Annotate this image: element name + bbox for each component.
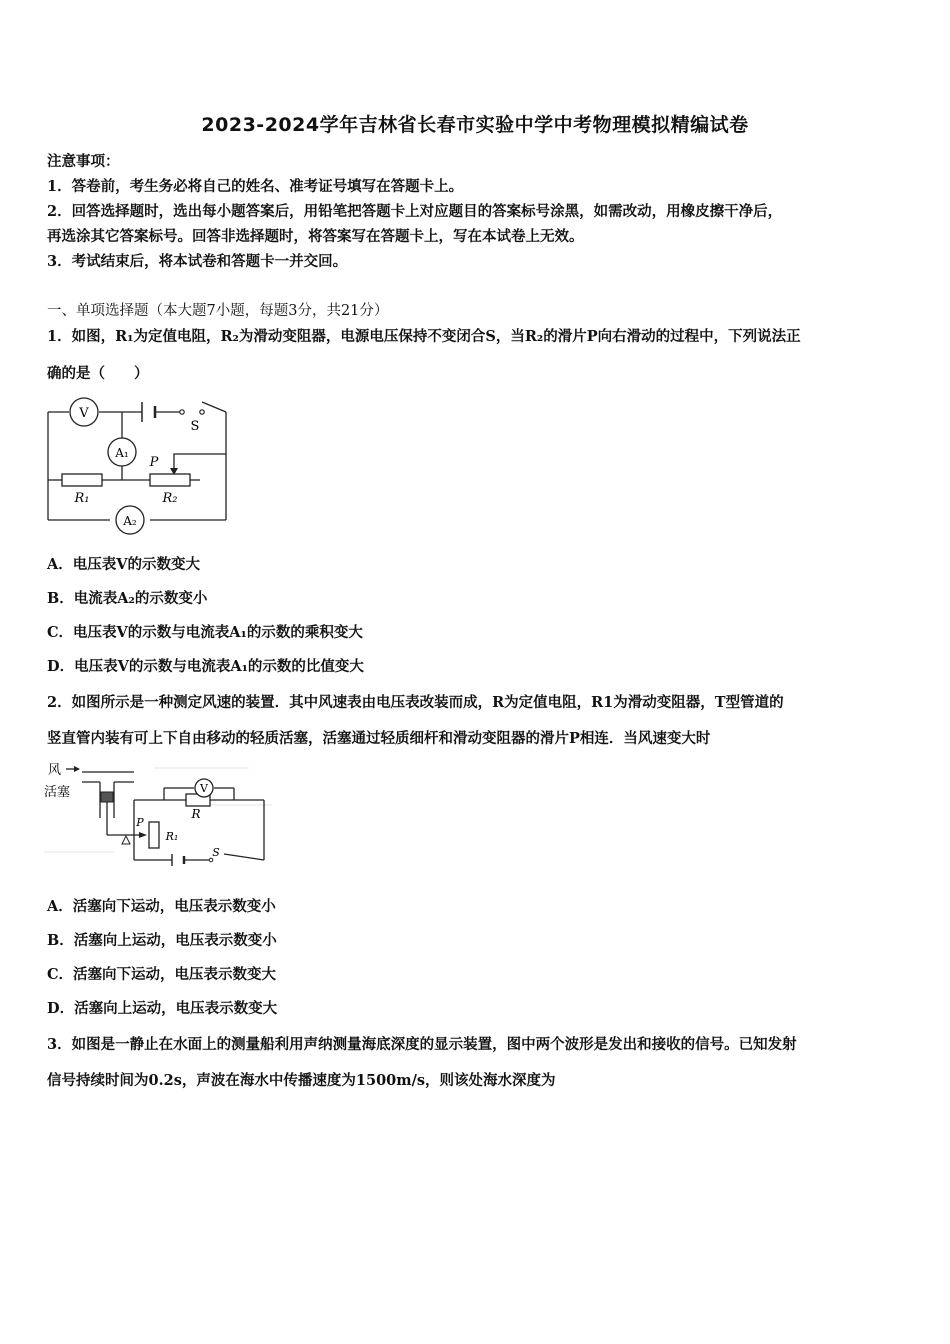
ammeter-a1-label: A₁: [115, 446, 129, 460]
question-2-circuit-diagram: [44, 760, 274, 870]
question-2-option-b: B．活塞向上运动，电压表示数变小: [47, 932, 277, 949]
notice-item: 3．考试结束后，将本试卷和答题卡一并交回。: [47, 253, 348, 270]
question-2-stem: 竖直管内装有可上下自由移动的轻质活塞，活塞通过轻质细杆和滑动变阻器的滑片P相连．当风速变大时: [47, 730, 711, 747]
switch-label: S: [190, 419, 200, 434]
page-title: 2023-2024学年吉林省长春市实验中学中考物理模拟精编试卷: [201, 114, 749, 136]
question-1-circuit-diagram: [40, 392, 240, 537]
voltmeter-label: V: [79, 406, 89, 421]
slider-label: P: [136, 816, 144, 829]
question-1-option-a: A．电压表V的示数变大: [47, 556, 200, 573]
question-1-stem: 确的是（ ）: [47, 365, 149, 382]
question-3-stem: 3．如图是一静止在水面上的测量船利用声纳测量海底深度的显示装置，图中两个波形是发出和接收的信号。已知发射: [47, 1036, 797, 1053]
piston-label: 活塞: [44, 785, 71, 800]
question-1-option-b: B．电流表A₂的示数变小: [47, 590, 208, 607]
ammeter-a2-label: A₂: [123, 514, 137, 528]
resistor-r1-label: R₁: [165, 830, 179, 843]
resistor-r-label: R: [191, 807, 201, 821]
notice-item: 再选涂其它答案标号。回答非选择题时，将答案写在答题卡上，写在本试卷上无效。: [47, 228, 584, 245]
slider-label: P: [149, 455, 159, 470]
voltmeter-label: V: [200, 782, 208, 795]
question-2-stem: 2．如图所示是一种测定风速的装置．其中风速表由电压表改装而成，R为定值电阻，R1为滑动变阻器，T型管道的: [47, 694, 784, 711]
switch-label: S: [212, 846, 220, 859]
section-heading: 一、单项选择题（本大题7小题，每题3分，共21分）: [47, 303, 389, 319]
question-1-option-d: D．电压表V的示数与电流表A₁的示数的比值变大: [47, 658, 364, 675]
resistor-r2-label: R₂: [162, 491, 178, 506]
question-1-option-c: C．电压表V的示数与电流表A₁的示数的乘积变大: [47, 624, 363, 641]
notice-heading: 注意事项：: [47, 153, 120, 170]
question-2-option-c: C．活塞向下运动，电压表示数变大: [47, 966, 277, 983]
resistor-r1-label: R₁: [74, 491, 90, 506]
question-3-stem: 信号持续时间为0.2s，声波在海水中传播速度为1500m/s，则该处海水深度为: [47, 1072, 556, 1089]
question-2-option-d: D．活塞向上运动，电压表示数变大: [47, 1000, 278, 1017]
notice-item: 2．回答选择题时，选出每小题答案后，用铅笔把答题卡上对应题目的答案标号涂黑，如需改动，用橡皮擦干净后，: [47, 203, 783, 220]
wind-label: 风: [48, 763, 62, 778]
question-2-option-a: A．活塞向下运动，电压表示数变小: [47, 898, 276, 915]
question-1-stem: 1．如图，R₁为定值电阻，R₂为滑动变阻器，电源电压保持不变闭合S，当R₂的滑片P向右滑动的过程中，下列说法正: [47, 328, 801, 345]
notice-item: 1．答卷前，考生务必将自己的姓名、准考证号填写在答题卡上。: [47, 178, 464, 195]
